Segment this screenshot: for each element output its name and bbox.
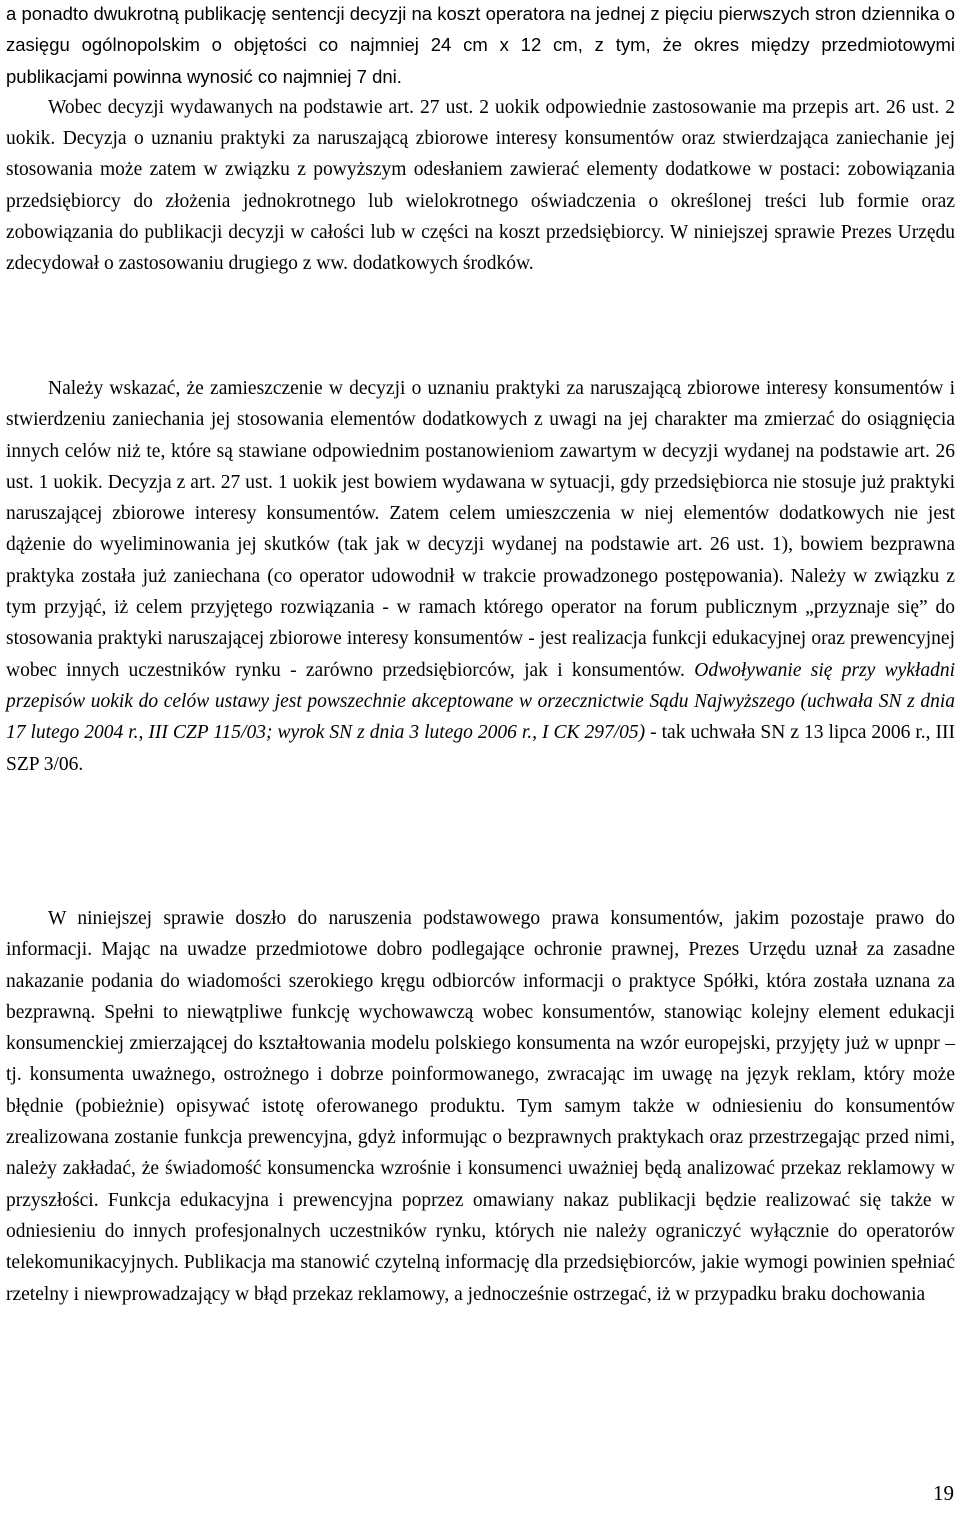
paragraph-3: W niniejszej sprawie doszło do naruszenia podstawowego prawa konsumentów, jakim pozostaje prawo do informacji. Mając na uwadze przedmiotowe dobro podlegające ochronie prawnej, Prezes Urzędu uznał za zasadne nakazanie podania do wiadomości szerokiego kręgu odbiorców informacji o praktyce Spółki, która została uznana za bezprawną. Spełni to niewątpliwe funkcję wychowawczą wobec konsumentów, stanowiąc kolejny element edukacji konsumenckiej zmierzającej do kształtowania modelu polskiego konsumenta na wzór europejski, przyjęty już w upnpr – tj. konsumenta uważnego, ostrożnego i dobrze poinformowanego, zwracając im uwagę na język reklam, który może błędnie (pobieżnie) opisywać istotę oferowanego produktu. Tym samym także w odniesieniu do konsumentów zrealizowana zostanie funkcja prewencyjna, gdyż informując o bezprawnych praktykach oraz przestrzegając przed nimi, należy zakładać, że świadomość konsumencka wzrośnie i konsumenci uważniej będą analizować przekaz reklamowy w przyszłości. Funkcja edukacyjna i prewencyjna poprzez omawiany nakaz publikacji będzie realizować się także w odniesieniu do innych profesjonalnych uczestników rynku, których nie należy ograniczyć wyłącznie do operatorów telekomunikacyjnych. Publikacja ma stanowić czytelną informację dla przedsiębiorców, jakie wymogi powinien spełniać rzetelny i niewprowadzający w błąd przekaz reklamowy, a jednocześnie ostrzegać, iż w przypadku braku dochowania xyxy=(6,908,955,1305)
page-number: 19 xyxy=(933,1481,954,1505)
paragraph-1-body: Wobec decyzji wydawanych na podstawie art. 27 ust. 2 uokik odpowiednie zastosowanie ma przepis art. 26 ust. 2 uokik. Decyzja o uznaniu praktyki za naruszającą zbiorowe interesy konsumentów oraz stwierdzająca zaniechanie jej stosowania może zatem w związku z powyższym odesłaniem zawierać elementy dodatkowe w postaci: zobowiązania przedsiębiorcy do złożenia jednokrotnego lub wielokrotnego oświadczenia o określonej treści lub formie oraz zobowiązania do publikacji decyzji w całości lub w części na koszt przedsiębiorcy. W niniejszej sprawie Prezes Urzędu zdecydował o zastosowaniu drugiego z ww. dodatkowych środków. xyxy=(6,96,955,275)
paragraph-2-tail: - tak uchwała SN z 13 lipca 2006 r., III SZP 3/06. xyxy=(6,722,955,775)
paragraph-2-text: Należy wskazać, że zamieszczenie w decyzji o uznaniu praktyki za naruszającą zbiorowe interesy konsumentów i stwierdzeniu zaniechania jej stosowania elementów dodatkowych z uwagi na jej charakter ma zmierzać do osiągnięcia innych celów niż te, które są stawiane odpowiednim postanowieniom zawartym w decyzji wydanej na podstawie art. 26 ust. 1 uokik. Decyzja z art. 27 ust. 1 uokik jest bowiem wydawana w sytuacji, gdy przedsiębiorca nie stosuje już praktyki naruszającej zbiorowe interesy konsumentów. Zatem celem umieszczenia w niej elementów dodatkowych nie jest dążenie do wyeliminowania jej skutków (tak jak w decyzji wydanej na podstawie art. 26 ust. 1), bowiem bezprawna praktyka została już zaniechana (co operator udowodnił w trakcie prowadzonego postępowania). Należy w związku z tym przyjąć, iż celem przyjętego rozwiązania - w ramach którego operator na forum publicznym „przyznaje się” do stosowania praktyki naruszającej zbiorowe interesy konsumentów - jest realizacja funkcji edukacyjnej oraz prewencyjnej wobec innych uczestników rynku - zarówno przedsiębiorców, jak i konsumentów. xyxy=(6,378,955,681)
paragraph-1 xyxy=(6,0,955,280)
paragraph-2-citation: Odwoływanie się przy wykładni przepisów uokik do celów ustawy jest powszechnie akceptowane w orzecznictwie Sądu Najwyższego (uchwała SN z dnia 17 lutego 2004 r., III CZP 115/03; wyrok SN z dnia 3 lutego 2006 r., I CK 297/05) xyxy=(6,659,956,744)
paragraph-1-continuation: a ponadto dwukrotną publikację sentencji decyzji na koszt operatora na jednej z pięciu pierwszych stron dziennika o zasięgu ogólnopolskim o objętości co najmniej 24 cm x 12 cm, z tym, że okres między przedmiotowymi publikacjami powinna wynosić co najmniej 7 dni. xyxy=(6,3,955,87)
paragraph-2 xyxy=(6,373,955,780)
